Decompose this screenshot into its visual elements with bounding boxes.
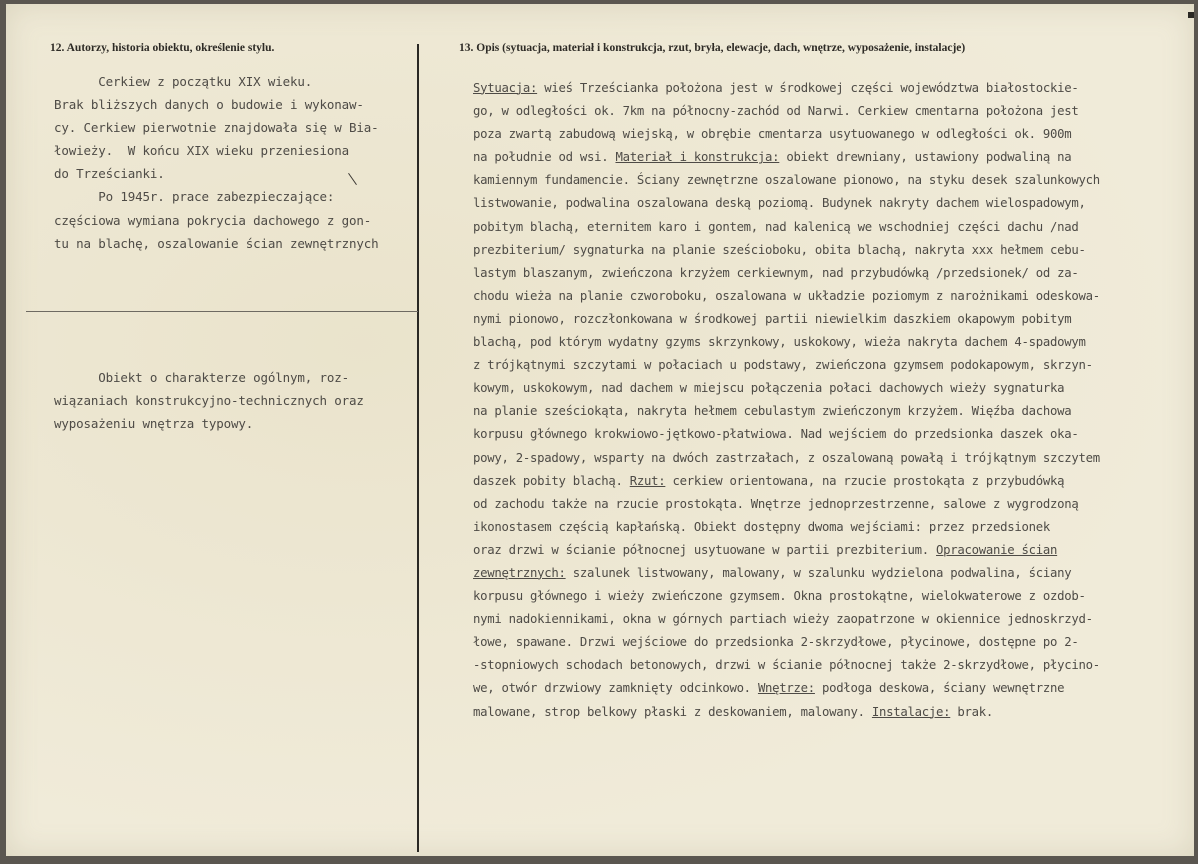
text-segment: szalunek listwowany, malowany, w szalunku wydzielona podwalina, ściany bbox=[565, 565, 1072, 580]
text-segment: korpusu głównego krokwiowo-jętkowo-płatwiowa. Nad wejściem do przedsionka daszek oka- bbox=[473, 427, 1079, 442]
text-line: Obiekt o charakterze ogólnym, roz- bbox=[54, 370, 350, 385]
text-line: cy. Cerkiew pierwotnie znajdowała się w Bia- bbox=[54, 120, 379, 136]
text-segment: powy, 2-spadowy, wsparty na dwóch zastrzałach, z oszalowaną powałą i trójkątnym szczytem bbox=[473, 450, 1100, 465]
text-line bbox=[473, 470, 1100, 493]
text-segment: go, w odległości ok. 7km na północny-zachód od Narwi. Cerkiew cmentarna położona jest bbox=[473, 104, 1079, 119]
text-line: Cerkiew z początku XIX wieku. bbox=[54, 74, 313, 89]
document-page bbox=[6, 4, 1194, 856]
text-line bbox=[473, 447, 1100, 470]
text-line bbox=[473, 562, 1100, 585]
text-segment: malowane, strop belkowy płaski z deskowaniem, malowany. bbox=[473, 704, 872, 719]
text-segment: z trójkątnymi szczytami w połaciach u podstawy, zwieńczona gzymsem podokapowym, skrzyn- bbox=[473, 358, 1093, 373]
section-12-heading: 12. Autorzy, historia obiektu, określenie stylu. bbox=[50, 42, 275, 54]
text-line bbox=[473, 539, 1100, 562]
text-line bbox=[473, 423, 1100, 446]
text-segment: -stopniowych schodach betonowych, drzwi w ścianie północnej także 2-skrzydłowe, płycino- bbox=[473, 658, 1100, 673]
underlined-keyword: Sytuacja: bbox=[473, 81, 538, 95]
text-line bbox=[473, 192, 1100, 215]
text-segment: pobitym blachą, eternitem karo i gontem, nad kalenicą we wschodniej części dachu /nad bbox=[473, 219, 1079, 234]
text-line: częściowa wymiana pokrycia dachowego z gon- bbox=[54, 212, 372, 228]
text-line bbox=[473, 262, 1100, 285]
text-segment: listwowanie, podwalina oszalowana deską poziomą. Budynek nakryty dachem wielospadowym, bbox=[473, 196, 1086, 211]
underlined-keyword: Wnętrze: bbox=[757, 681, 815, 696]
text-line bbox=[473, 331, 1100, 354]
text-line bbox=[473, 123, 1100, 146]
underlined-keyword: Opracowanie ścian bbox=[936, 542, 1058, 557]
text-line bbox=[473, 308, 1100, 331]
text-line bbox=[473, 654, 1100, 677]
text-line bbox=[473, 169, 1100, 192]
text-line bbox=[473, 285, 1100, 308]
text-line: do Trześcianki. bbox=[54, 166, 165, 182]
text-line bbox=[473, 516, 1100, 539]
text-line bbox=[473, 77, 1100, 100]
text-line bbox=[473, 701, 1100, 724]
text-segment: poza zwartą zabudową wiejską, w obrębie cmentarza usytuowanego w odległości ok. 900m bbox=[473, 127, 1072, 142]
text-segment: kowym, uskokowym, nad dachem w miejscu połączenia połaci dachowych wieży sygnaturka bbox=[473, 381, 1065, 396]
text-line: tu na blachę, oszalowanie ścian zewnętrznych bbox=[54, 235, 379, 251]
text-line: wiązaniach konstrukcyjno-technicznych oraz bbox=[54, 393, 364, 409]
section-13-heading: 13. Opis (sytuacja, materiał i konstrukcja, rzut, bryła, elewacje, dach, wnętrze, wyposażenie, instalacje) bbox=[459, 42, 966, 54]
text-segment: na planie sześciokąta, nakryta hełmem cebulastym zwieńczonym krzyżem. Więźba dachowa bbox=[473, 404, 1072, 419]
text-segment: cerkiew orientowana, na rzucie prostokąta z przybudówką bbox=[665, 473, 1065, 488]
text-line bbox=[473, 377, 1100, 400]
page-edge-mark bbox=[1188, 12, 1194, 18]
text-line: Po 1945r. prace zabezpieczające: bbox=[54, 189, 335, 205]
text-segment: nymi nadokiennikami, okna w górnych partiach wieży zaopatrzone w okiennice jednoskrzyd- bbox=[473, 612, 1093, 627]
text-segment: kamiennym fundamencie. Ściany zewnętrzne oszalowane pionowo, na styku desek szalunkowych bbox=[473, 173, 1100, 188]
text-segment: oraz drzwi w ścianie północnej usytuowane w partii prezbiterium. bbox=[473, 542, 937, 557]
text-line bbox=[473, 677, 1100, 700]
text-segment: blachą, pod którym wydatny gzyms skrzynkowy, uskokowy, wieża nakryta dachem 4-spadowym bbox=[473, 335, 1086, 350]
text-segment: daszek pobity blachą. bbox=[473, 473, 630, 488]
text-segment: nymi pionowo, rozczłonkowana w środkowej partii niewielkim daszkiem okapowym pobitym bbox=[473, 311, 1072, 326]
section-12-assessment-text bbox=[54, 366, 364, 435]
text-line bbox=[473, 146, 1100, 169]
column-divider bbox=[417, 44, 419, 852]
text-line bbox=[473, 400, 1100, 423]
text-segment: od zachodu także na rzucie prostokąta. Wnętrze jednoprzestrzenne, salowe z wygrodzoną bbox=[473, 496, 1079, 511]
text-segment: brak. bbox=[950, 704, 994, 719]
text-segment: łowe, spawane. Drzwi wejściowe do przedsionka 2-skrzydłowe, płycinowe, dostępne po 2- bbox=[473, 635, 1079, 650]
text-line bbox=[473, 100, 1100, 123]
text-segment: korpusu głównego i wieży zwieńczone gzymsem. Okna prostokątne, wielokwaterowe z ozdob- bbox=[473, 589, 1086, 604]
text-segment: lastym blaszanym, zwieńczona krzyżem cerkiewnym, nad przybudówką /przedsionek/ od za- bbox=[473, 265, 1079, 280]
underlined-keyword: zewnętrznych: bbox=[473, 565, 566, 580]
text-segment: podłoga deskowa, ściany wewnętrzne bbox=[814, 681, 1065, 696]
text-line: łowieży. W końcu XIX wieku przeniesiona bbox=[54, 143, 350, 159]
text-segment: prezbiterium/ sygnaturka na planie sześcioboku, obita blachą, nakryta xxx hełmem cebu- bbox=[473, 242, 1086, 257]
underlined-keyword: Rzut: bbox=[629, 473, 666, 488]
text-segment: na południe od wsi. bbox=[473, 150, 616, 165]
section-13-text bbox=[473, 77, 1100, 724]
text-segment: chodu wieża na planie czworoboku, oszalowana w układzie poziomym z narożnikami odeskowa- bbox=[473, 288, 1100, 303]
text-segment: ikonostasem częścią kapłańską. Obiekt dostępny dwoma wejściami: przez przedsionek bbox=[473, 519, 1050, 534]
text-line bbox=[473, 354, 1100, 377]
section-12-text bbox=[54, 70, 379, 255]
text-line bbox=[473, 608, 1100, 631]
text-line: wyposażeniu wnętrza typowy. bbox=[54, 416, 254, 432]
text-segment: obiekt drewniany, ustawiony podwaliną na bbox=[779, 150, 1072, 165]
text-line bbox=[473, 585, 1100, 608]
section-separator-line bbox=[26, 311, 418, 312]
text-line bbox=[473, 216, 1100, 239]
text-line: Brak bliższych danych o budowie i wykonaw- bbox=[54, 97, 364, 113]
text-line bbox=[473, 631, 1100, 654]
underlined-keyword: Instalacje: bbox=[871, 704, 951, 719]
text-segment: we, otwór drzwiowy zamknięty odcinkowo. bbox=[473, 681, 758, 696]
text-segment: wieś Trześcianka położona jest w środkowej części województwa białostockie- bbox=[537, 81, 1079, 95]
underlined-keyword: Materiał i konstrukcja: bbox=[615, 150, 780, 165]
text-line bbox=[473, 493, 1100, 516]
text-line bbox=[473, 239, 1100, 262]
